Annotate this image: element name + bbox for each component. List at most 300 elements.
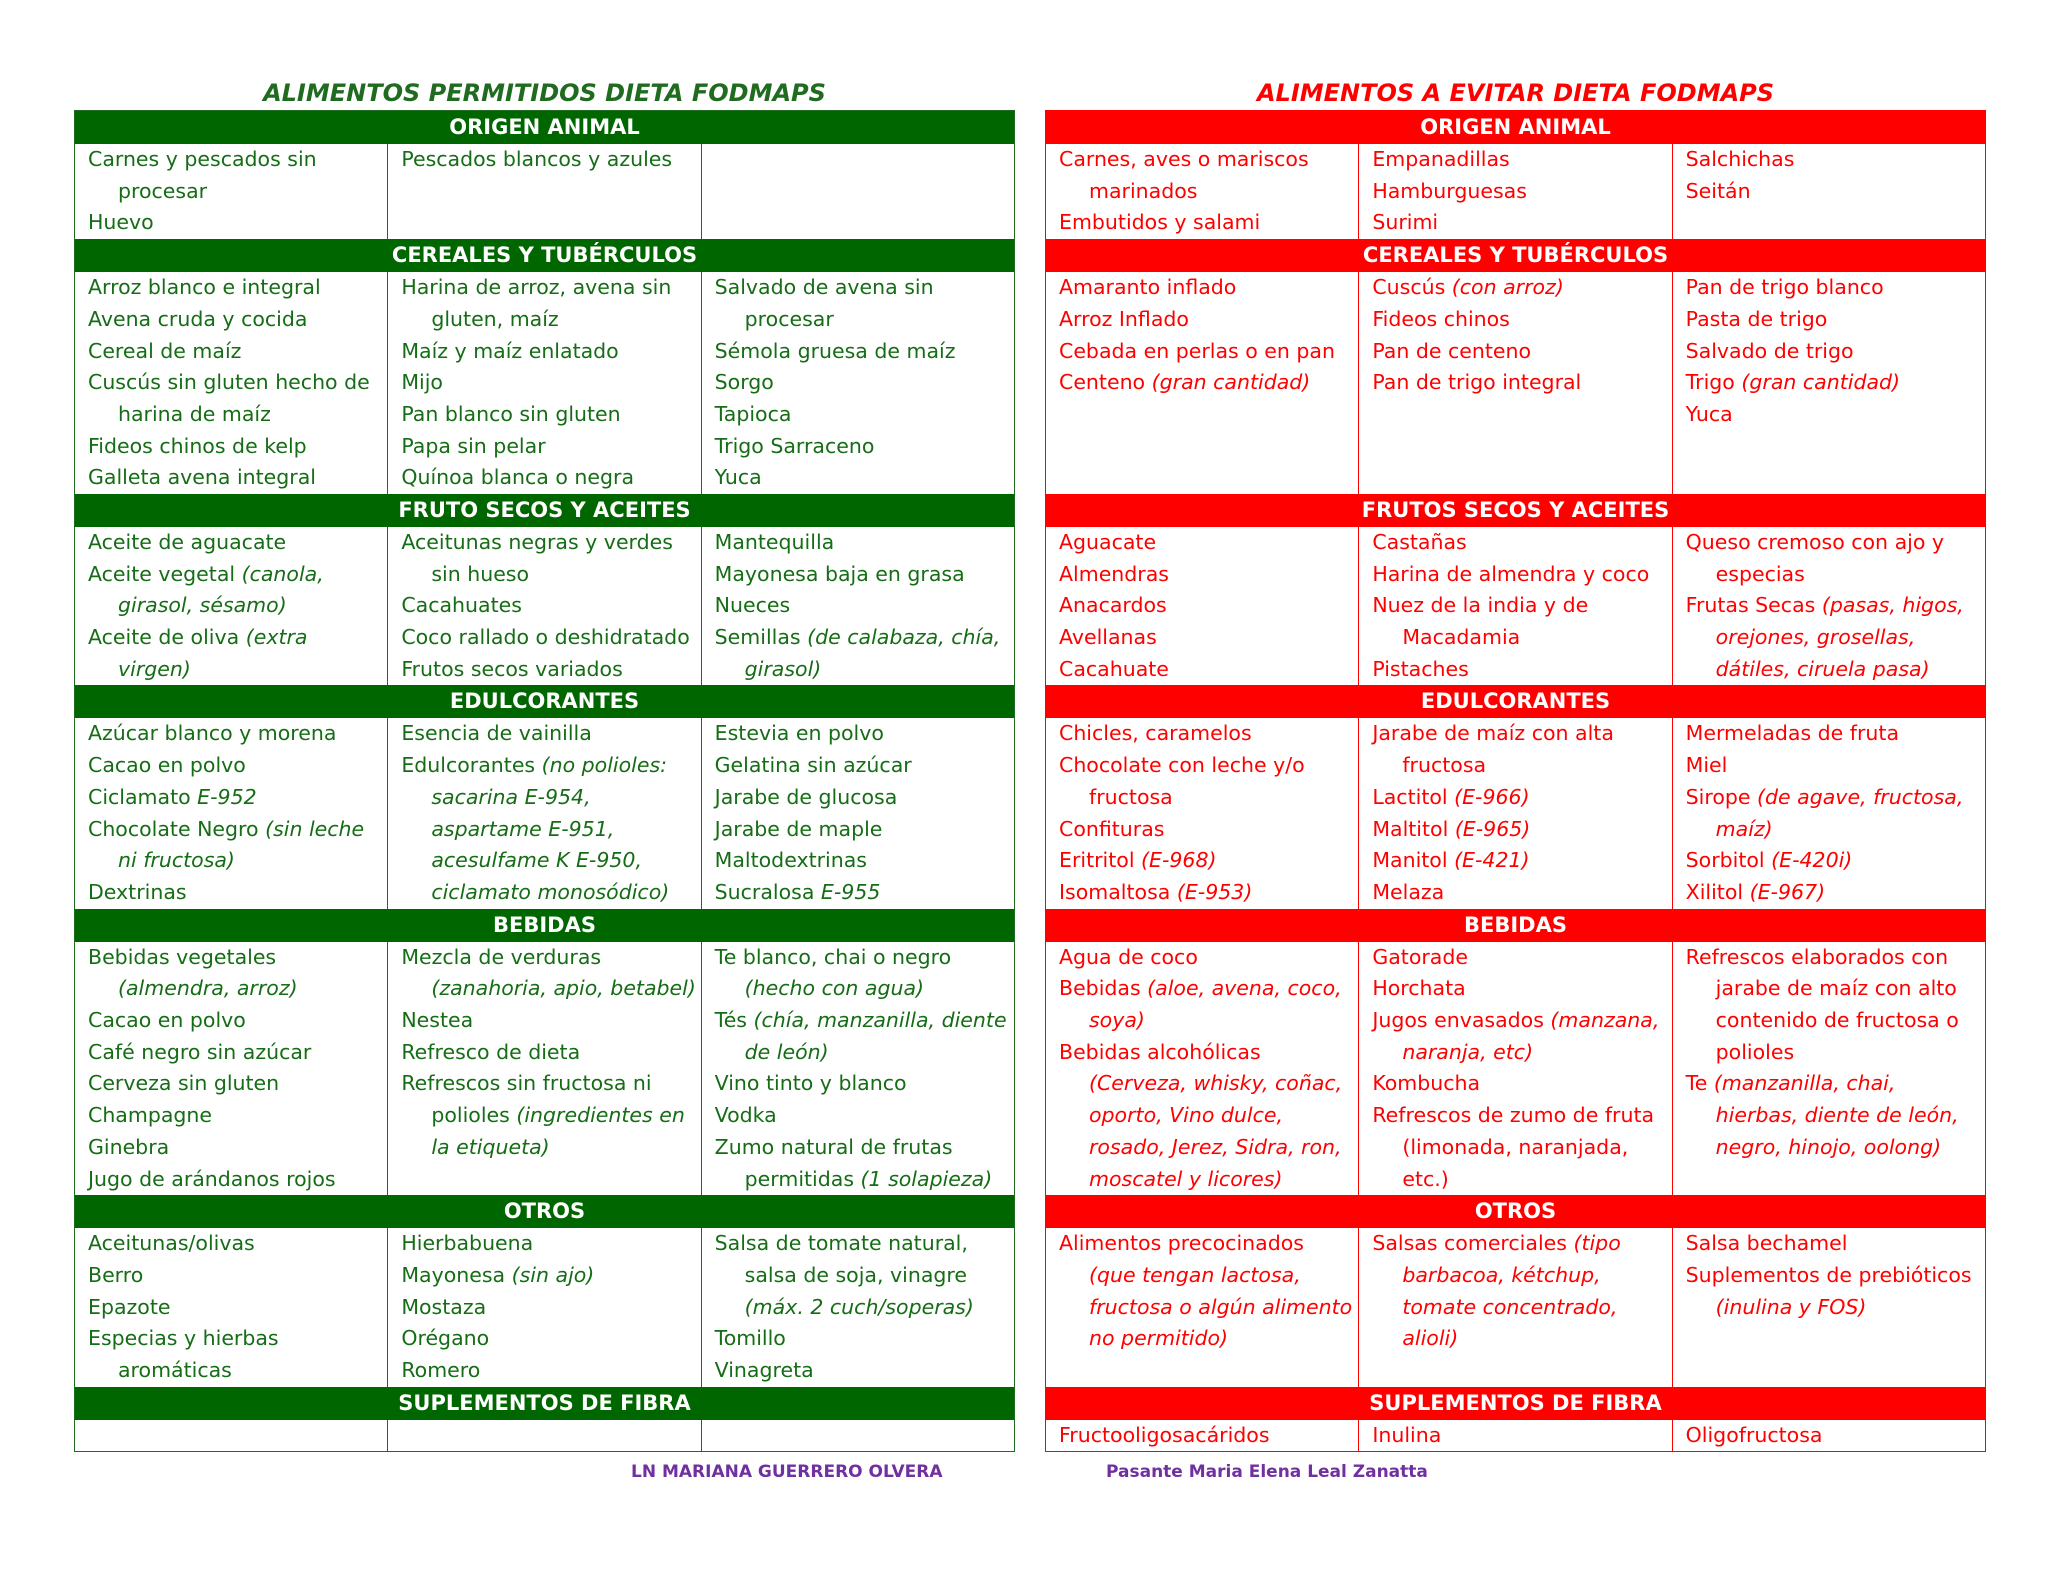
item-text: Especias y hierbas aromáticas [88, 1326, 279, 1383]
list-item [401, 590, 696, 622]
item-text: Aguacate [1059, 529, 1157, 554]
section-body [75, 272, 1014, 494]
list-item [401, 272, 696, 335]
item-text: Coco rallado o deshidratado [401, 625, 690, 650]
item-text: Surimi [1372, 210, 1439, 235]
list-item [88, 527, 383, 559]
section-header: BEBIDAS [1046, 909, 1985, 942]
section-header: SUPLEMENTOS DE FIBRA [75, 1387, 1014, 1420]
section-body [1046, 942, 1985, 1196]
item-text: Fideos chinos de kelp [88, 433, 307, 458]
list-item [1686, 304, 1981, 336]
item-text: Te [1685, 1071, 1714, 1096]
item-note: (que tengan lactosa, fructosa o algún alimento no permitido) [1089, 1262, 1353, 1351]
item-text: Aceitunas/olivas [88, 1231, 255, 1256]
item-note: (de agave, fructosa, maíz) [1715, 784, 1964, 841]
item-text: Mantequilla [714, 529, 835, 554]
item-text: Yuca [1685, 401, 1733, 426]
table-column [75, 718, 387, 908]
item-note: (E-968) [1141, 848, 1217, 873]
allowed-table [74, 110, 1015, 1452]
list-item [1372, 272, 1667, 304]
table-column [1358, 1228, 1671, 1387]
table-column [1046, 942, 1358, 1196]
item-text: Nuez de la india y de Macadamia [1372, 593, 1589, 650]
list-item [1372, 1228, 1667, 1355]
list-item [401, 622, 696, 654]
item-text: Esencia de vainilla [401, 721, 592, 746]
table-column [75, 527, 387, 686]
list-item [715, 718, 1010, 750]
list-item [88, 462, 383, 494]
item-text: Chocolate Negro [88, 816, 266, 841]
list-item [715, 1100, 1010, 1132]
item-text: Salsa bechamel [1685, 1231, 1848, 1256]
list-item [401, 1355, 696, 1387]
item-text: Cebada en perlas o en pan [1059, 338, 1335, 363]
item-text: Avena cruda y cocida [88, 306, 308, 331]
list-item [88, 750, 383, 782]
list-item [1686, 590, 1981, 685]
item-text: Salvado de avena sin procesar [714, 275, 934, 331]
item-text: Fructooligosacáridos [1059, 1422, 1270, 1447]
table-column [1358, 527, 1671, 686]
item-note: (gran cantidad) [1151, 370, 1311, 395]
item-text: Refrescos de zumo de fruta (limonada, naranjada, etc.) [1372, 1103, 1655, 1191]
item-text: Mijo [401, 370, 443, 395]
item-text: Vinagreta [714, 1358, 814, 1383]
list-item [88, 304, 383, 336]
item-text: Lactitol [1372, 784, 1455, 809]
list-item [88, 1260, 383, 1292]
table-column [1358, 144, 1671, 239]
list-item [88, 622, 383, 685]
item-text: Azúcar blanco y morena [88, 721, 337, 746]
item-text: Castañas [1372, 529, 1467, 554]
item-text: Cuscús [1372, 275, 1452, 300]
item-note: E-952 [197, 784, 257, 809]
allowed-foods-panel [74, 70, 1015, 1452]
list-item [1686, 750, 1981, 782]
section-body [1046, 144, 1985, 239]
list-item [88, 272, 383, 304]
table-column [1358, 942, 1671, 1196]
item-note: E-955 [820, 880, 881, 904]
list-item [715, 814, 1010, 846]
list-item [1686, 176, 1981, 208]
list-item [401, 144, 696, 176]
list-item [715, 1068, 1010, 1100]
table-column [1672, 718, 1985, 908]
list-item [1686, 272, 1981, 304]
list-item [88, 1132, 383, 1164]
item-text: Harina de almendra y coco [1372, 561, 1650, 586]
table-column [387, 942, 700, 1196]
list-item [715, 1323, 1010, 1355]
item-text: Frutos secos variados [401, 656, 623, 681]
list-item [1372, 176, 1667, 208]
section-body [1046, 1228, 1985, 1387]
item-text: Hamburguesas [1372, 178, 1527, 203]
table-column [1672, 1228, 1985, 1387]
list-item [1686, 527, 1981, 590]
list-item [401, 367, 696, 399]
table-column [387, 527, 700, 686]
list-item [401, 399, 696, 431]
item-note: (zanahoria, apio, betabel) [431, 976, 696, 1001]
list-item [715, 272, 1010, 335]
list-item [1686, 1420, 1981, 1452]
item-text: Anacardos [1059, 593, 1167, 618]
item-text: Seitán [1685, 178, 1751, 203]
list-item [88, 718, 383, 750]
item-text: Salsas comerciales [1372, 1231, 1574, 1256]
item-text: Chocolate con leche y/o fructosa [1059, 753, 1305, 809]
item-text: Romero [401, 1358, 481, 1383]
section-body [1046, 527, 1985, 686]
item-text: Sorgo [714, 370, 774, 395]
list-item [1686, 782, 1981, 845]
list-item [1686, 399, 1981, 431]
list-item [1059, 367, 1354, 399]
section-header: CEREALES Y TUBÉRCULOS [1046, 239, 1985, 272]
table-column [1672, 1420, 1985, 1452]
list-item [715, 622, 1010, 685]
item-text: Jarabe de maíz con alta fructosa [1372, 721, 1614, 778]
list-item [1059, 942, 1354, 974]
list-item [1372, 973, 1667, 1005]
item-text: Salchichas [1685, 147, 1795, 171]
allowed-title: ALIMENTOS PERMITIDOS DIETA FODMAPS [263, 79, 826, 107]
table-column [701, 1228, 1014, 1387]
list-item [1059, 304, 1354, 336]
item-text: Bebidas vegetales [88, 944, 277, 969]
list-item [1059, 144, 1354, 207]
list-item [1372, 942, 1667, 974]
list-item [88, 431, 383, 463]
list-item [1059, 1228, 1354, 1355]
list-item [1059, 814, 1354, 846]
section-header: EDULCORANTES [75, 685, 1014, 718]
list-item [1372, 144, 1667, 176]
list-item [1372, 845, 1667, 877]
section-header: SUPLEMENTOS DE FIBRA [1046, 1387, 1985, 1420]
list-item [1686, 144, 1981, 176]
list-item [1372, 654, 1667, 686]
item-note: (inulina y FOS) [1715, 1294, 1867, 1319]
list-item [1059, 559, 1354, 591]
item-text: Pan de centeno [1372, 338, 1532, 363]
item-text: Sirope [1685, 784, 1758, 809]
list-item [715, 750, 1010, 782]
table-column [1358, 1420, 1671, 1452]
item-text: Salvado de trigo [1685, 338, 1854, 363]
section-header: OTROS [75, 1195, 1014, 1228]
list-item [1686, 367, 1981, 399]
list-item [715, 1132, 1010, 1195]
list-item [401, 527, 696, 590]
list-item [1686, 845, 1981, 877]
list-item [1372, 814, 1667, 846]
table-column [387, 1420, 700, 1452]
list-item [715, 590, 1010, 622]
item-text: Te blanco, chai o negro [714, 944, 952, 969]
item-text: Melaza [1372, 880, 1445, 904]
table-column [1046, 272, 1358, 494]
table-column [387, 272, 700, 494]
item-text: Pescados blancos y azules [401, 147, 673, 171]
item-text: Cereal de maíz [88, 338, 242, 363]
item-note: (E-421) [1454, 848, 1530, 873]
section-body [75, 1420, 1014, 1452]
list-item [88, 1100, 383, 1132]
section-header: ORIGEN ANIMAL [75, 111, 1014, 144]
item-text: Empanadillas [1372, 147, 1510, 171]
list-item [401, 1037, 696, 1069]
list-item [1372, 1420, 1667, 1452]
item-text: Gelatina sin azúcar [714, 753, 912, 778]
list-item [1059, 973, 1354, 1036]
list-item [88, 1164, 383, 1196]
item-text: Zumo natural de frutas permitidas [714, 1134, 953, 1191]
table-column [701, 942, 1014, 1196]
item-note: (canola, girasol, sésamo) [118, 561, 324, 618]
item-text: Pan de trigo integral [1372, 370, 1582, 395]
item-text: Isomaltosa [1059, 880, 1177, 904]
list-item [88, 144, 383, 207]
section-header: CEREALES Y TUBÉRCULOS [75, 239, 1014, 272]
item-text: Pistaches [1372, 656, 1469, 681]
table-column [387, 144, 700, 239]
section-body [1046, 272, 1985, 494]
item-text: Maltitol [1372, 816, 1455, 841]
list-item [1686, 336, 1981, 368]
list-item [715, 845, 1010, 877]
item-text: Mayonesa [401, 1262, 512, 1287]
item-text: Horchata [1372, 976, 1466, 1001]
list-item [401, 1323, 696, 1355]
table-column [1046, 1228, 1358, 1387]
credit-author: LN MARIANA GUERRERO OLVERA [631, 1462, 943, 1482]
list-item [1372, 1005, 1667, 1068]
list-item [1059, 750, 1354, 813]
item-text: Cuscús sin gluten hecho de harina de maíz [88, 370, 370, 426]
item-note: (E-420i) [1771, 848, 1853, 873]
list-item [1372, 782, 1667, 814]
item-note: (gran cantidad) [1741, 370, 1901, 395]
table-column [75, 144, 387, 239]
list-item [715, 527, 1010, 559]
item-note: (no polioles: sacarina E-954, aspartame E-951, acesulfame K E-950, ciclamato monosódico) [431, 753, 670, 904]
item-text: Refresco de dieta [401, 1039, 581, 1064]
item-note: (sin ajo) [511, 1262, 595, 1287]
item-text: Manitol [1372, 848, 1455, 873]
item-text: Mostaza [401, 1294, 487, 1319]
table-column [1672, 942, 1985, 1196]
list-item [1686, 718, 1981, 750]
item-text: Tés [714, 1008, 754, 1033]
list-item [88, 1005, 383, 1037]
item-text: Oligofructosa [1685, 1422, 1823, 1447]
list-item [1686, 1068, 1981, 1163]
item-note: (manzana, naranja, etc) [1402, 1008, 1660, 1064]
table-column [1358, 718, 1671, 908]
list-item [401, 1292, 696, 1324]
item-text: Pasta de trigo [1685, 306, 1828, 331]
section-body [75, 527, 1014, 686]
list-item [401, 654, 696, 686]
list-item [1059, 1420, 1354, 1452]
list-item [1372, 367, 1667, 399]
item-note: (almendra, arroz) [118, 976, 298, 1001]
item-text: Miel [1685, 753, 1728, 778]
item-text: Eritritol [1059, 848, 1142, 873]
item-text: Papa sin pelar [401, 433, 546, 458]
item-text: Mayonesa baja en grasa [714, 561, 965, 586]
item-text: Nueces [714, 593, 791, 618]
table-column [75, 942, 387, 1196]
list-item [715, 367, 1010, 399]
item-text: Champagne [88, 1103, 213, 1128]
table-column [75, 1228, 387, 1387]
item-text: Confituras [1059, 816, 1165, 841]
list-item [88, 877, 383, 909]
item-text: Jugo de arándanos rojos [88, 1166, 336, 1191]
item-text: Mezcla de verduras [401, 944, 602, 969]
item-text: Refrescos elaborados con jarabe de maíz con alto contenido de fructosa o polioles [1685, 944, 1959, 1064]
item-note: (manzanilla, chai, hierbas, diente de león, negro, hinojo, oolong) [1713, 1071, 1959, 1159]
list-item [1059, 336, 1354, 368]
item-text: Jugos envasados [1372, 1008, 1551, 1033]
list-item [88, 559, 383, 622]
section-header: BEBIDAS [75, 909, 1014, 942]
item-text: Cacao en polvo [88, 753, 246, 778]
item-text: Agua de coco [1059, 944, 1198, 969]
item-text: Xilitol [1685, 880, 1750, 904]
list-item [401, 750, 696, 908]
item-text: Vodka [714, 1103, 777, 1128]
list-item [401, 942, 696, 1005]
table-column [1046, 527, 1358, 686]
table-column [1358, 272, 1671, 494]
item-text: Amaranto inflado [1059, 275, 1237, 300]
table-column [701, 527, 1014, 686]
item-text: Bebidas [1059, 976, 1148, 1001]
list-item [715, 399, 1010, 431]
item-text: Jarabe de glucosa [714, 784, 898, 809]
list-item [1686, 877, 1981, 909]
item-note: (aloe, avena, coco, soya) [1089, 976, 1342, 1033]
list-item [715, 1228, 1010, 1323]
list-item [88, 207, 383, 239]
item-text: Huevo [88, 210, 154, 235]
list-item [1372, 1100, 1667, 1195]
list-item [1372, 877, 1667, 909]
item-text: Hierbabuena [401, 1231, 534, 1256]
section-header: ORIGEN ANIMAL [1046, 111, 1985, 144]
section-body [75, 942, 1014, 1196]
section-header: OTROS [1046, 1195, 1985, 1228]
item-note: (Cerveza, whisky, coñac, oporto, Vino dulce, rosado, Jerez, Sidra, ron, moscatel y licores) [1089, 1071, 1343, 1191]
list-item [715, 336, 1010, 368]
item-text: Orégano [401, 1326, 490, 1351]
item-note: (chía, manzanilla, diente de león) [744, 1008, 1007, 1064]
item-text: Quínoa blanca o negra [401, 465, 635, 490]
item-text: Queso cremoso con ajo y especias [1685, 529, 1945, 586]
table-column [1046, 1420, 1358, 1452]
list-item [715, 431, 1010, 463]
item-text: Trigo [1685, 370, 1742, 395]
list-item [1059, 207, 1354, 239]
item-note: (1 solapieza) [860, 1166, 993, 1191]
avoid-table [1045, 110, 1986, 1452]
item-note: (con arroz) [1451, 275, 1564, 300]
item-text: Berro [88, 1262, 144, 1287]
item-text: Suplementos de prebióticos [1685, 1262, 1972, 1287]
section-body [75, 718, 1014, 908]
table-column [1046, 144, 1358, 239]
item-text: Tomillo [714, 1326, 786, 1351]
item-text: Inulina [1372, 1422, 1442, 1447]
item-text: Nestea [401, 1008, 474, 1033]
section-header: FRUTOS SECOS Y ACEITES [1046, 494, 1985, 527]
list-item [88, 1292, 383, 1324]
section-header: FRUTO SECOS Y ACEITES [75, 494, 1014, 527]
list-item [715, 942, 1010, 1005]
item-text: Carnes, aves o mariscos marinados [1059, 147, 1309, 203]
list-item [1059, 1037, 1354, 1195]
list-item [88, 782, 383, 814]
item-text: Pan blanco sin gluten [401, 401, 621, 426]
table-column [701, 1420, 1014, 1452]
list-item [1059, 527, 1354, 559]
item-text: Yuca [714, 465, 762, 490]
table-column [1046, 718, 1358, 908]
item-note: (extra virgen) [118, 625, 308, 681]
item-text: Centeno [1059, 370, 1152, 395]
item-text: Alimentos precocinados [1059, 1231, 1304, 1256]
section-body [1046, 718, 1985, 908]
list-item [1686, 942, 1981, 1069]
item-note: (hecho con agua) [744, 976, 925, 1001]
credit-intern: Pasante Maria Elena Leal Zanatta [1106, 1462, 1428, 1482]
item-text: Sémola gruesa de maíz [714, 338, 956, 363]
item-note: (sin leche ni fructosa) [118, 816, 365, 873]
item-text: Galleta avena integral [88, 465, 316, 490]
list-item [88, 942, 383, 1005]
item-note: (E-967) [1749, 880, 1826, 904]
item-note: (de calabaza, chía, girasol) [744, 625, 1001, 681]
section-body [1046, 1420, 1985, 1452]
list-item [1059, 622, 1354, 654]
section-body [75, 1228, 1014, 1387]
avoid-title: ALIMENTOS A EVITAR DIETA FODMAPS [1256, 79, 1775, 107]
item-text: Avellanas [1059, 625, 1157, 650]
list-item [88, 1228, 383, 1260]
list-item [715, 559, 1010, 591]
list-item [88, 1323, 383, 1386]
list-item [88, 367, 383, 430]
item-text: Ciclamato [88, 784, 198, 809]
table-column [701, 718, 1014, 908]
item-note: (E-953) [1176, 880, 1253, 904]
item-text: Fideos chinos [1372, 306, 1510, 331]
list-item [715, 462, 1010, 494]
item-text: Cerveza sin gluten [88, 1071, 280, 1096]
item-text: Embutidos y salami [1059, 210, 1261, 235]
item-text: Mermeladas de fruta [1685, 721, 1900, 746]
item-text: Aceitunas negras y verdes sin hueso [401, 529, 673, 586]
